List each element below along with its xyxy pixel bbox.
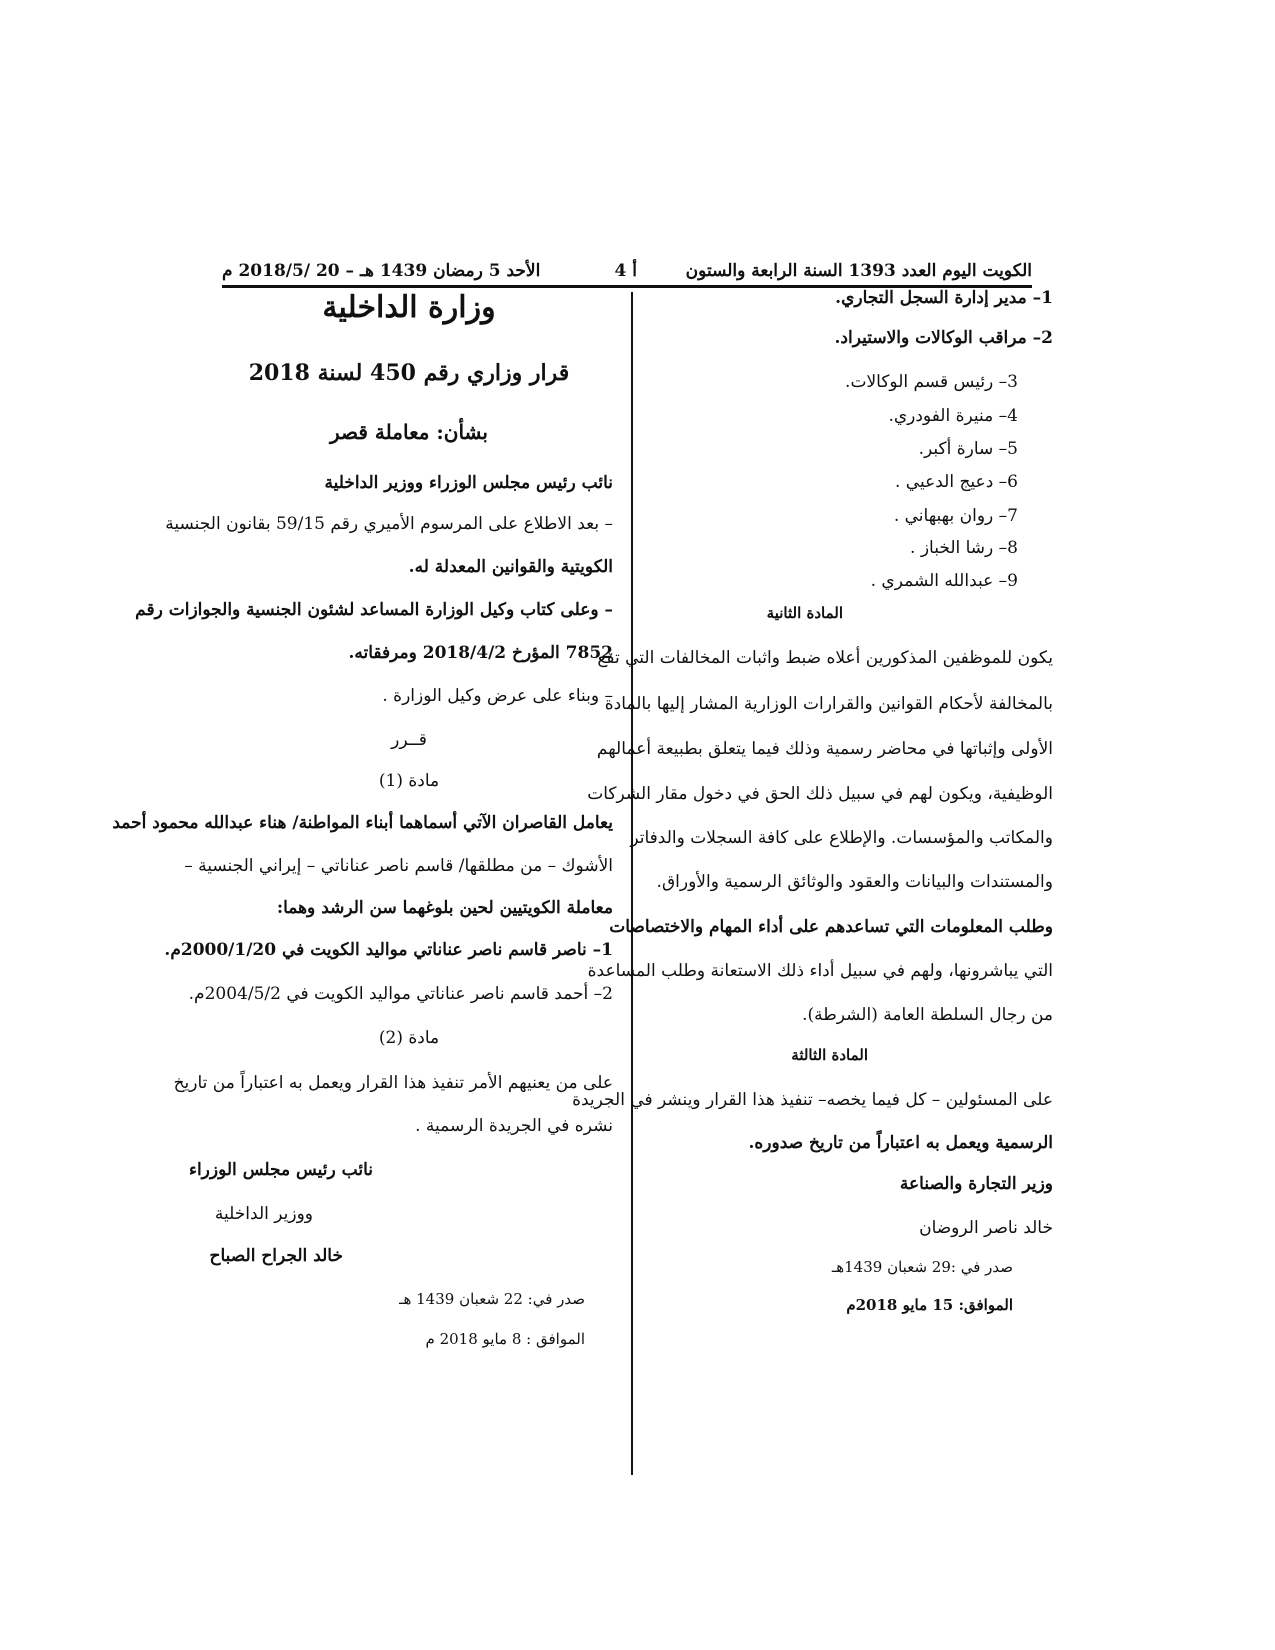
header-date: الأحد 5 رمضان 1439 هـ – 20 /2018/5 م bbox=[222, 261, 541, 281]
paragraph-line: نشره في الجريدة الرسمية . bbox=[415, 1116, 613, 1136]
preamble-line: – وبناء على عرض وكيل الوزارة . bbox=[382, 686, 613, 706]
paragraph-line: معاملة الكويتيين لحين بلوغهما سن الرشد وهما: bbox=[276, 898, 613, 918]
preamble-line: 7852 المؤرخ 2018/4/2 ومرفقاته. bbox=[348, 643, 613, 663]
header-page-number: أ 4 bbox=[614, 261, 637, 281]
issued-date: صدر في :29 شعبان 1439هـ bbox=[831, 1258, 1013, 1276]
paragraph-line: بالمخالفة لأحكام القوانين والقرارات الوزارية المشار إليها بالمادة bbox=[604, 694, 1053, 714]
paragraph-line: يكون للموظفين المذكورين أعلاه ضبط واثبات المخالفات التي تقع bbox=[597, 648, 1053, 668]
column-divider bbox=[631, 292, 633, 1475]
paragraph-line: يعامل القاصران الآتي أسماهما أبناء المواطنة/ هناء عبدالله محمود أحمد bbox=[112, 813, 613, 833]
signer-name: خالد الجراح الصباح bbox=[209, 1246, 343, 1266]
list-item: 9– عبدالله الشمري . bbox=[870, 571, 1018, 591]
paragraph-line: الأشوك – من مطلقها/ قاسم ناصر عناناتي – إيراني الجنسية – bbox=[184, 856, 613, 876]
list-item: 7– روان بهبهاني . bbox=[893, 506, 1018, 526]
paragraph-line: من رجال السلطة العامة (الشرطة). bbox=[802, 1005, 1053, 1025]
paragraph-line: وطلب المعلومات التي تساعدهم على أداء المهام والاختصاصات bbox=[609, 917, 1053, 937]
header-issue-info: الكويت اليوم العدد 1393 السنة الرابعة والستون bbox=[685, 261, 1032, 281]
authority: نائب رئيس مجلس الوزراء ووزير الداخلية bbox=[324, 473, 613, 493]
list-item: 4– منيرة الفودري. bbox=[888, 406, 1018, 426]
page-header bbox=[222, 255, 1032, 285]
article-heading: المادة الثانية bbox=[766, 604, 843, 622]
paragraph-line: والمستندات والبيانات والعقود والوثائق الرسمية والأوراق. bbox=[656, 872, 1053, 892]
paragraph-line: الأولى وإثباتها في محاضر رسمية وذلك فيما يتعلق بطبيعة أعمالهم bbox=[596, 739, 1053, 759]
signer-title: نائب رئيس مجلس الوزراء bbox=[188, 1160, 373, 1180]
list-item: 6– دعيج الدعيي . bbox=[894, 472, 1018, 492]
list-item: 1– ناصر قاسم ناصر عناناتي مواليد الكويت في 2000/1/20م. bbox=[164, 940, 613, 960]
article-heading: المادة الثالثة bbox=[791, 1046, 868, 1064]
preamble-line: – وعلى كتاب وكيل الوزارة المساعد لشئون الجنسية والجوازات رقم bbox=[135, 600, 613, 620]
paragraph-line: الرسمية ويعمل به اعتباراً من تاريخ صدوره. bbox=[748, 1133, 1053, 1153]
list-item: 8– رشا الخباز . bbox=[910, 538, 1018, 558]
decision-title: قرار وزاري رقم 450 لسنة 2018 bbox=[248, 360, 570, 386]
signer-title: وزير التجارة والصناعة bbox=[899, 1174, 1053, 1194]
article-heading: مادة (2) bbox=[378, 1028, 440, 1048]
list-item: 1– مدير إدارة السجل التجاري. bbox=[835, 288, 1053, 308]
paragraph-line: على من يعنيهم الأمر تنفيذ هذا القرار ويعمل به اعتباراً من تاريخ bbox=[173, 1073, 613, 1093]
preamble-line: – بعد الاطلاع على المرسوم الأميري رقم 59/15 بقانون الجنسية bbox=[165, 514, 613, 534]
paragraph-line: على المسئولين – كل فيما يخصه– تنفيذ هذا القرار وينشر في الجريدة bbox=[572, 1090, 1053, 1110]
article-heading: مادة (1) bbox=[378, 771, 440, 791]
ministry-title: وزارة الداخلية bbox=[322, 290, 496, 325]
list-item: 2– أحمد قاسم ناصر عناناتي مواليد الكويت في 2004/5/2م. bbox=[188, 984, 613, 1004]
paragraph-line: الوظيفية، ويكون لهم في سبيل ذلك الحق في دخول مقار الشركات bbox=[587, 784, 1053, 804]
decides: قــرر bbox=[391, 730, 427, 750]
issued-date: صدر في: 22 شعبان 1439 هـ bbox=[399, 1290, 585, 1308]
corresponding-date: الموافق: 15 مايو 2018م bbox=[846, 1296, 1013, 1314]
list-item: 5– سارة أكبر. bbox=[918, 439, 1018, 459]
paragraph-line: التي يباشرونها، ولهم في سبيل أداء ذلك الاستعانة وطلب المساعدة bbox=[587, 961, 1053, 981]
list-item: 3– رئيس قسم الوكالات. bbox=[845, 372, 1018, 392]
decision-subject: بشأن: معاملة قصر bbox=[330, 420, 488, 444]
corresponding-date: الموافق : 8 مايو 2018 م bbox=[425, 1330, 585, 1348]
preamble-line: الكويتية والقوانين المعدلة له. bbox=[408, 557, 613, 577]
paragraph-line: والمكاتب والمؤسسات. والإطلاع على كافة السجلات والدفاتر bbox=[630, 828, 1053, 848]
signer-title: ووزير الداخلية bbox=[214, 1204, 313, 1224]
list-item: 2– مراقب الوكالات والاستيراد. bbox=[834, 328, 1053, 348]
signer-name: خالد ناصر الروضان bbox=[919, 1218, 1053, 1238]
